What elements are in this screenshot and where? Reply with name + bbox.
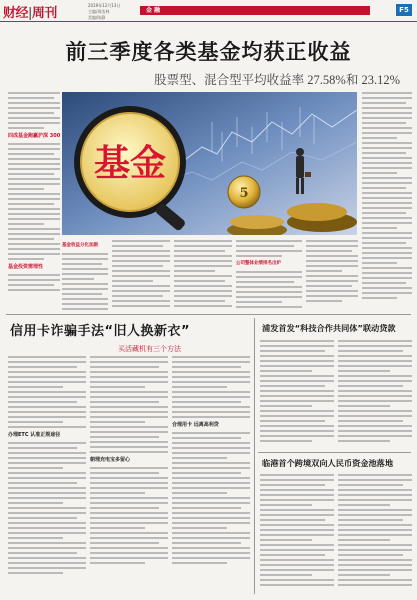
right-section-divider xyxy=(258,452,411,453)
subhead-etc: 办理ETC 认准正规途径 xyxy=(8,432,61,438)
article4-col-1 xyxy=(260,474,334,594)
article3-col-1 xyxy=(260,340,334,448)
fund-photo-illustration xyxy=(62,92,357,235)
subhead-credit-card-use: 合理用卡 远离高利贷 xyxy=(172,422,219,428)
article2-col-1 xyxy=(8,356,86,594)
issue-meta xyxy=(88,3,128,21)
horizontal-divider xyxy=(6,314,411,315)
article2-subheadline: 买活藏机有三个方法 xyxy=(118,345,181,353)
subhead-divergence: 基金收益分化加剧 xyxy=(62,243,98,248)
photo-caption: 基金 xyxy=(93,143,167,184)
masthead xyxy=(0,0,417,22)
main-headline: 前三季度各类基金均获正收益 xyxy=(65,39,352,64)
subhead-invest-rational: 基金投资需理性 xyxy=(8,264,44,270)
subhead-company-ranking: 公司整体业绩排名出炉 xyxy=(236,261,281,266)
article1-col-right xyxy=(362,92,412,310)
article2-headline: 信用卡诈骗手法“旧人换新衣” xyxy=(10,324,191,339)
section-label: 金 融 xyxy=(146,7,161,14)
article4-headline: 临港首个跨境双向人民币资金池落地 xyxy=(262,458,394,468)
logo-divider: | xyxy=(28,6,32,21)
article1-col-6 xyxy=(306,240,358,312)
art-editor: 美编/陈静 xyxy=(88,15,106,20)
article1-col-3 xyxy=(112,240,170,312)
chief-editor: 主编/周浩林 xyxy=(88,9,110,14)
svg-text:5: 5 xyxy=(239,186,249,201)
issue-date: 2019年12月13日 xyxy=(88,3,121,8)
article1-col-2 xyxy=(62,240,108,312)
article2-col-2 xyxy=(90,356,168,594)
article2-col-3 xyxy=(172,356,250,594)
fund-photo xyxy=(62,92,357,235)
subhead-powerbank: 朝理充电宝多留心 xyxy=(90,457,131,463)
article3-col-2 xyxy=(338,340,412,448)
main-subheadline: 股票型、混合型平均收益率 27.58%和 23.12% xyxy=(154,73,400,87)
section-band xyxy=(140,6,370,15)
article1-col-5 xyxy=(236,240,302,312)
article3-headline: 浦发首发“科技合作共同体”联动贷款 xyxy=(262,323,396,333)
logo-main: 财经 xyxy=(3,6,29,21)
logo-sub: 周刊 xyxy=(31,6,57,21)
article1-col-left xyxy=(8,92,60,310)
page-number-badge: F5 xyxy=(396,4,412,16)
subhead-beat-index: 四成基金跑赢沪深 300 xyxy=(8,133,60,139)
article1-col-4 xyxy=(174,240,232,312)
paper-logo xyxy=(3,2,57,21)
vertical-divider xyxy=(254,318,255,594)
article4-col-2 xyxy=(338,474,412,594)
